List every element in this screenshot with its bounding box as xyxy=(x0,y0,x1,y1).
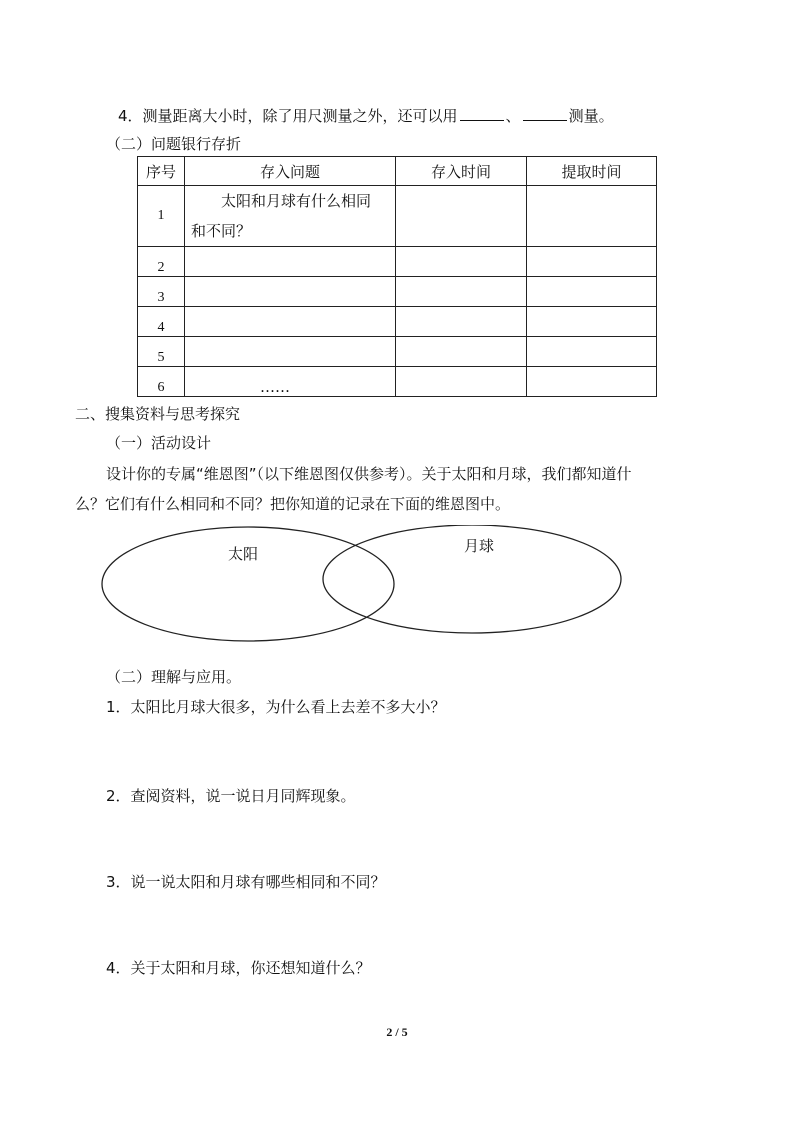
header-deposit-time: 存入时间 xyxy=(396,157,527,186)
row-number: 3 xyxy=(138,277,185,307)
question-line-1: 太阳和月球有什么相同 xyxy=(221,192,372,210)
table-header-row xyxy=(138,157,657,186)
apply-question-2: 2．查阅资料，说一说日月同辉现象。 xyxy=(106,787,356,805)
deposit-time-cell[interactable] xyxy=(396,247,527,277)
withdraw-time-cell[interactable] xyxy=(527,307,657,337)
withdraw-time-cell[interactable] xyxy=(527,247,657,277)
table-row xyxy=(138,277,657,307)
question-bank-table xyxy=(137,156,657,397)
question-cell[interactable] xyxy=(185,307,396,337)
answer-blank-2[interactable] xyxy=(523,106,567,121)
question-cell[interactable] xyxy=(185,277,396,307)
withdraw-time-cell[interactable] xyxy=(527,367,657,397)
venn-sun-label: 太阳 xyxy=(227,545,259,563)
apply-question-1: 1．太阳比月球大很多，为什么看上去差不多大小？ xyxy=(106,698,446,716)
question-cell[interactable]: …… xyxy=(185,367,396,397)
question-4-text: 4．测量距离大小时，除了用尺测量之外，还可以用 xyxy=(118,107,458,125)
activity-title: （一）活动设计 xyxy=(106,434,212,452)
activity-description-line-1: 设计你的专属“维恩图”（以下维恩图仅供参考）。关于太阳和月球，我们都知道什 xyxy=(106,465,632,483)
row-number: 1 xyxy=(138,186,185,247)
row-number: 4 xyxy=(138,307,185,337)
table-row xyxy=(138,247,657,277)
withdraw-time-cell[interactable] xyxy=(527,277,657,307)
question-cell[interactable] xyxy=(185,247,396,277)
table-row xyxy=(138,367,657,397)
table-row xyxy=(138,186,657,247)
deposit-time-cell[interactable] xyxy=(396,307,527,337)
row-number: 6 xyxy=(138,367,185,397)
venn-diagram[interactable] xyxy=(100,525,625,647)
answer-blank-1[interactable] xyxy=(460,106,504,121)
question-cell[interactable] xyxy=(185,337,396,367)
section-2-title: 二、搜集资料与思考探究 xyxy=(75,405,241,423)
header-question: 存入问题 xyxy=(185,157,396,186)
question-4-tail: 测量。 xyxy=(568,107,614,125)
question-4-measure xyxy=(118,106,614,126)
table-row xyxy=(138,337,657,367)
question-line-2: 和不同？ xyxy=(191,222,252,240)
row-number: 2 xyxy=(138,247,185,277)
row-number: 5 xyxy=(138,337,185,367)
question-cell[interactable] xyxy=(185,186,396,247)
withdraw-time-cell[interactable] xyxy=(527,186,657,247)
deposit-time-cell[interactable] xyxy=(396,337,527,367)
withdraw-time-cell[interactable] xyxy=(527,337,657,367)
deposit-time-cell[interactable] xyxy=(396,186,527,247)
question-4-separator: 、 xyxy=(505,107,521,125)
apply-question-4: 4．关于太阳和月球，你还想知道什么？ xyxy=(106,959,371,977)
venn-moon-label: 月球 xyxy=(463,537,495,555)
header-no: 序号 xyxy=(138,157,185,186)
activity-description-line-2: 么？它们有什么相同和不同？把你知道的记录在下面的维恩图中。 xyxy=(75,495,511,513)
bank-title: （二）问题银行存折 xyxy=(106,135,242,153)
header-withdraw-time: 提取时间 xyxy=(527,157,657,186)
deposit-time-cell[interactable] xyxy=(396,277,527,307)
page-number: 2 / 5 xyxy=(386,1025,408,1039)
apply-question-3: 3．说一说太阳和月球有哪些相同和不同？ xyxy=(106,873,386,891)
deposit-time-cell[interactable] xyxy=(396,367,527,397)
apply-title: （二）理解与应用。 xyxy=(106,668,242,686)
table-row xyxy=(138,307,657,337)
